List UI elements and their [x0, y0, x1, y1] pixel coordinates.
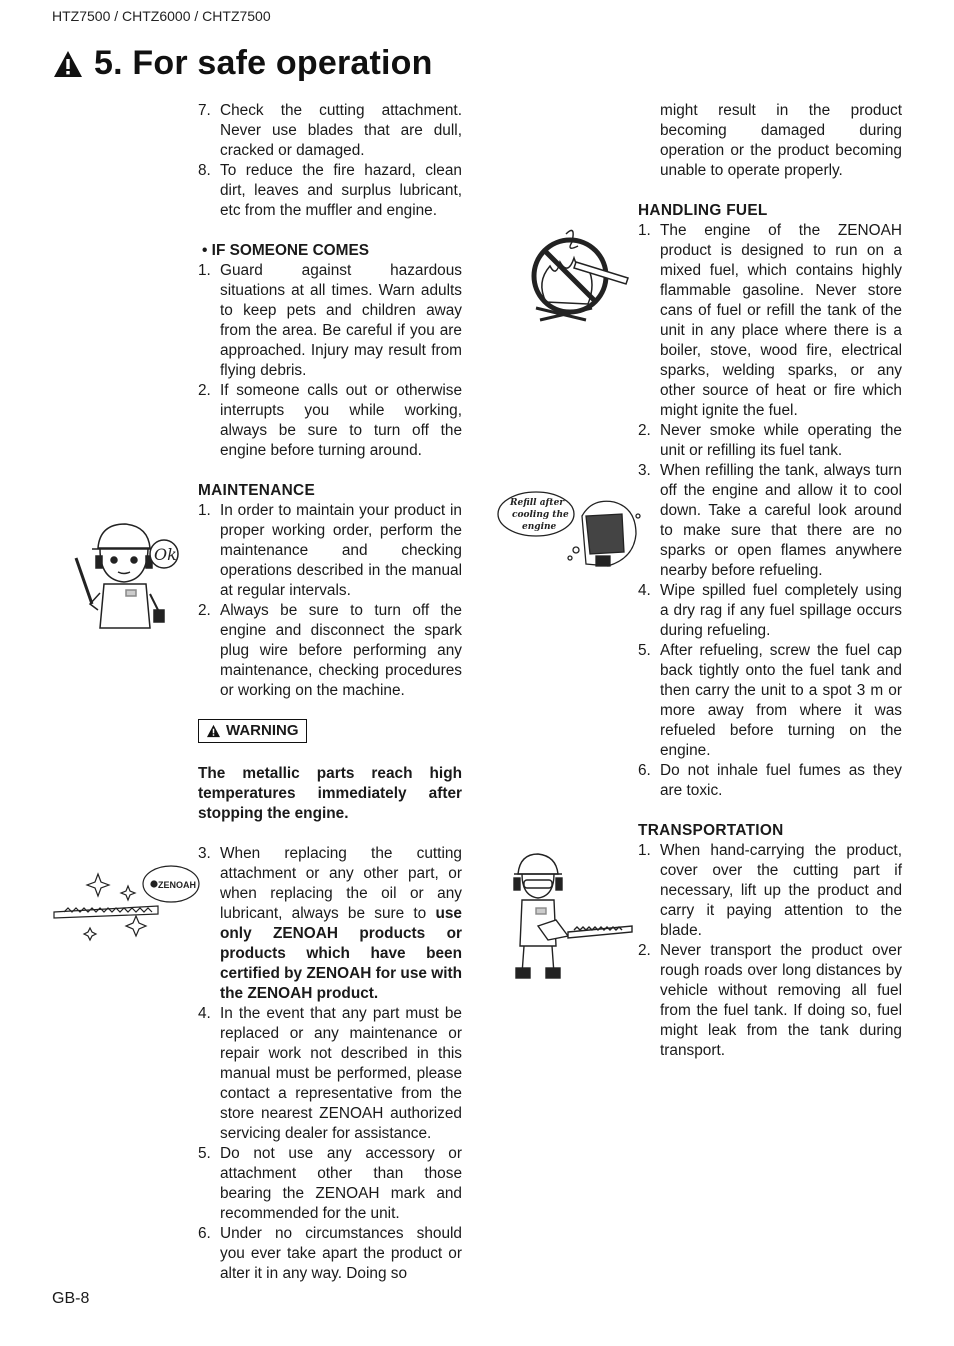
list-item: 4. In the event that any part must be replaced or any maintenance or repair work not described in this manual must be performed, please contact a representative from the store nearest ZENOAH authorized servicing dealer for assistance.	[198, 1005, 462, 1142]
list-item: 4. Wipe spilled fuel completely using a dry rag if any fuel spillage occurs during refueling.	[638, 582, 902, 639]
list-item: 8. To reduce the fire hazard, clean dirt, leaves and surplus lubricant, etc from the muffler and engine.	[198, 162, 462, 219]
ok-bubble-text: Ok	[154, 545, 177, 564]
carrying-trimmer-illustration	[512, 850, 638, 982]
list-item: 1. Guard against hazardous situations at all times. Warn adults to keep pets and children away from the area. Be careful if you are approached. Injury may result from flying debris.	[198, 262, 462, 379]
list-item: 7. Check the cutting attachment. Never use blades that are dull, cracked or damaged.	[198, 102, 462, 159]
list-item: 1. In order to maintain your product in proper working order, perform the maintenance and checking operations described in the manual at regular intervals.	[198, 502, 462, 599]
warning-text: The metallic parts reach high temperatures immediately after stopping the engine.	[198, 765, 462, 822]
list-item: 2. Never smoke while operating the unit or refilling its fuel tank.	[638, 422, 902, 459]
page-title-text: 5. For safe operation	[94, 44, 433, 82]
refill-bubble-line2: cooling the	[512, 510, 569, 520]
fuel-heading: HANDLING FUEL	[638, 202, 768, 219]
warning-triangle-icon	[206, 724, 221, 738]
list-item: 6. Do not inhale fuel fumes as they are toxic.	[638, 762, 902, 799]
list-a	[198, 101, 462, 221]
refill-bubble-line1: Refill after	[510, 498, 565, 508]
maintenance-worker-illustration	[70, 518, 185, 636]
column-right	[638, 101, 902, 1061]
list-d	[198, 844, 462, 1284]
model-header: HTZ7500 / CHTZ6000 / CHTZ7500	[52, 8, 271, 24]
column-left	[198, 101, 462, 1284]
page-title	[52, 44, 433, 83]
transport-heading: TRANSPORTATION	[638, 822, 784, 839]
blade-zenoah-illustration	[50, 862, 200, 944]
someone-heading: • IF SOMEONE COMES	[202, 242, 370, 259]
no-fire-illustration	[516, 222, 634, 326]
list-b	[198, 261, 462, 461]
fuel-list	[638, 221, 902, 801]
continued-text: might result in the product becoming damaged during operation or the product becoming unable to operate properly.	[660, 102, 902, 179]
refill-bubble-line3: engine	[522, 522, 557, 532]
list-item: 2. Always be sure to turn off the engine and disconnect the spark plug wire before performing any maintenance, checking procedures or working on the machine.	[198, 602, 462, 699]
page-number: GB-8	[52, 1290, 90, 1307]
maintenance-heading: MAINTENANCE	[198, 482, 316, 499]
list-item: 3. When replacing the cutting attachment or any other part, or when replacing the oil or any lubricant, always be sure to use only ZENOAH products or products which have been certified by ZENOAH for use with the ZENOAH product.	[198, 845, 463, 1002]
warning-triangle-icon	[52, 49, 84, 79]
list-item: 5. Do not use any accessory or attachment other than those bearing the ZENOAH mark and recommended for the unit.	[198, 1145, 462, 1222]
list-item: 2. If someone calls out or otherwise interrupts you while working, always be sure to turn off the engine before turning around.	[198, 382, 462, 459]
list-item: 1. When hand-carrying the product, cover over the cutting part if necessary, lift up the product and carry it paying attention to the blade.	[638, 842, 902, 939]
transport-list	[638, 841, 902, 1061]
refill-cooling-illustration	[496, 486, 646, 578]
zenoah-logo-text: ZENOAH	[158, 880, 196, 890]
list-item: 2. Never transport the product over rough roads over long distances by vehicle without removing all fuel from the fuel tank. If doing so, fuel might leak from the tank during transport.	[638, 942, 902, 1059]
list-c	[198, 501, 462, 701]
list-item: 6. Under no circumstances should you ever take apart the product or alter it in any way. Doing so	[198, 1225, 462, 1282]
list-item: 3. When refilling the tank, always turn off the engine and allow it to cool down. Take a careful look around to make sure that there are no sparks or open flames anywhere nearby before refueling.	[638, 462, 902, 579]
list-item: 1. The engine of the ZENOAH product is designed to run on a mixed fuel, which contains highly flammable gasoline. Never store cans of fuel or refill the tank of the unit in any place where there is a boiler, stove, wood fire, electrical sparks, welding sparks, or any other source of heat or fire which might ignite the fuel.	[638, 222, 902, 419]
list-item: 5. After refueling, screw the fuel cap back tightly onto the fuel tank and then carry the unit to a spot 3 m or more away from where it was refueled before turning on the engine.	[638, 642, 902, 759]
warning-label: WARNING	[198, 719, 307, 743]
